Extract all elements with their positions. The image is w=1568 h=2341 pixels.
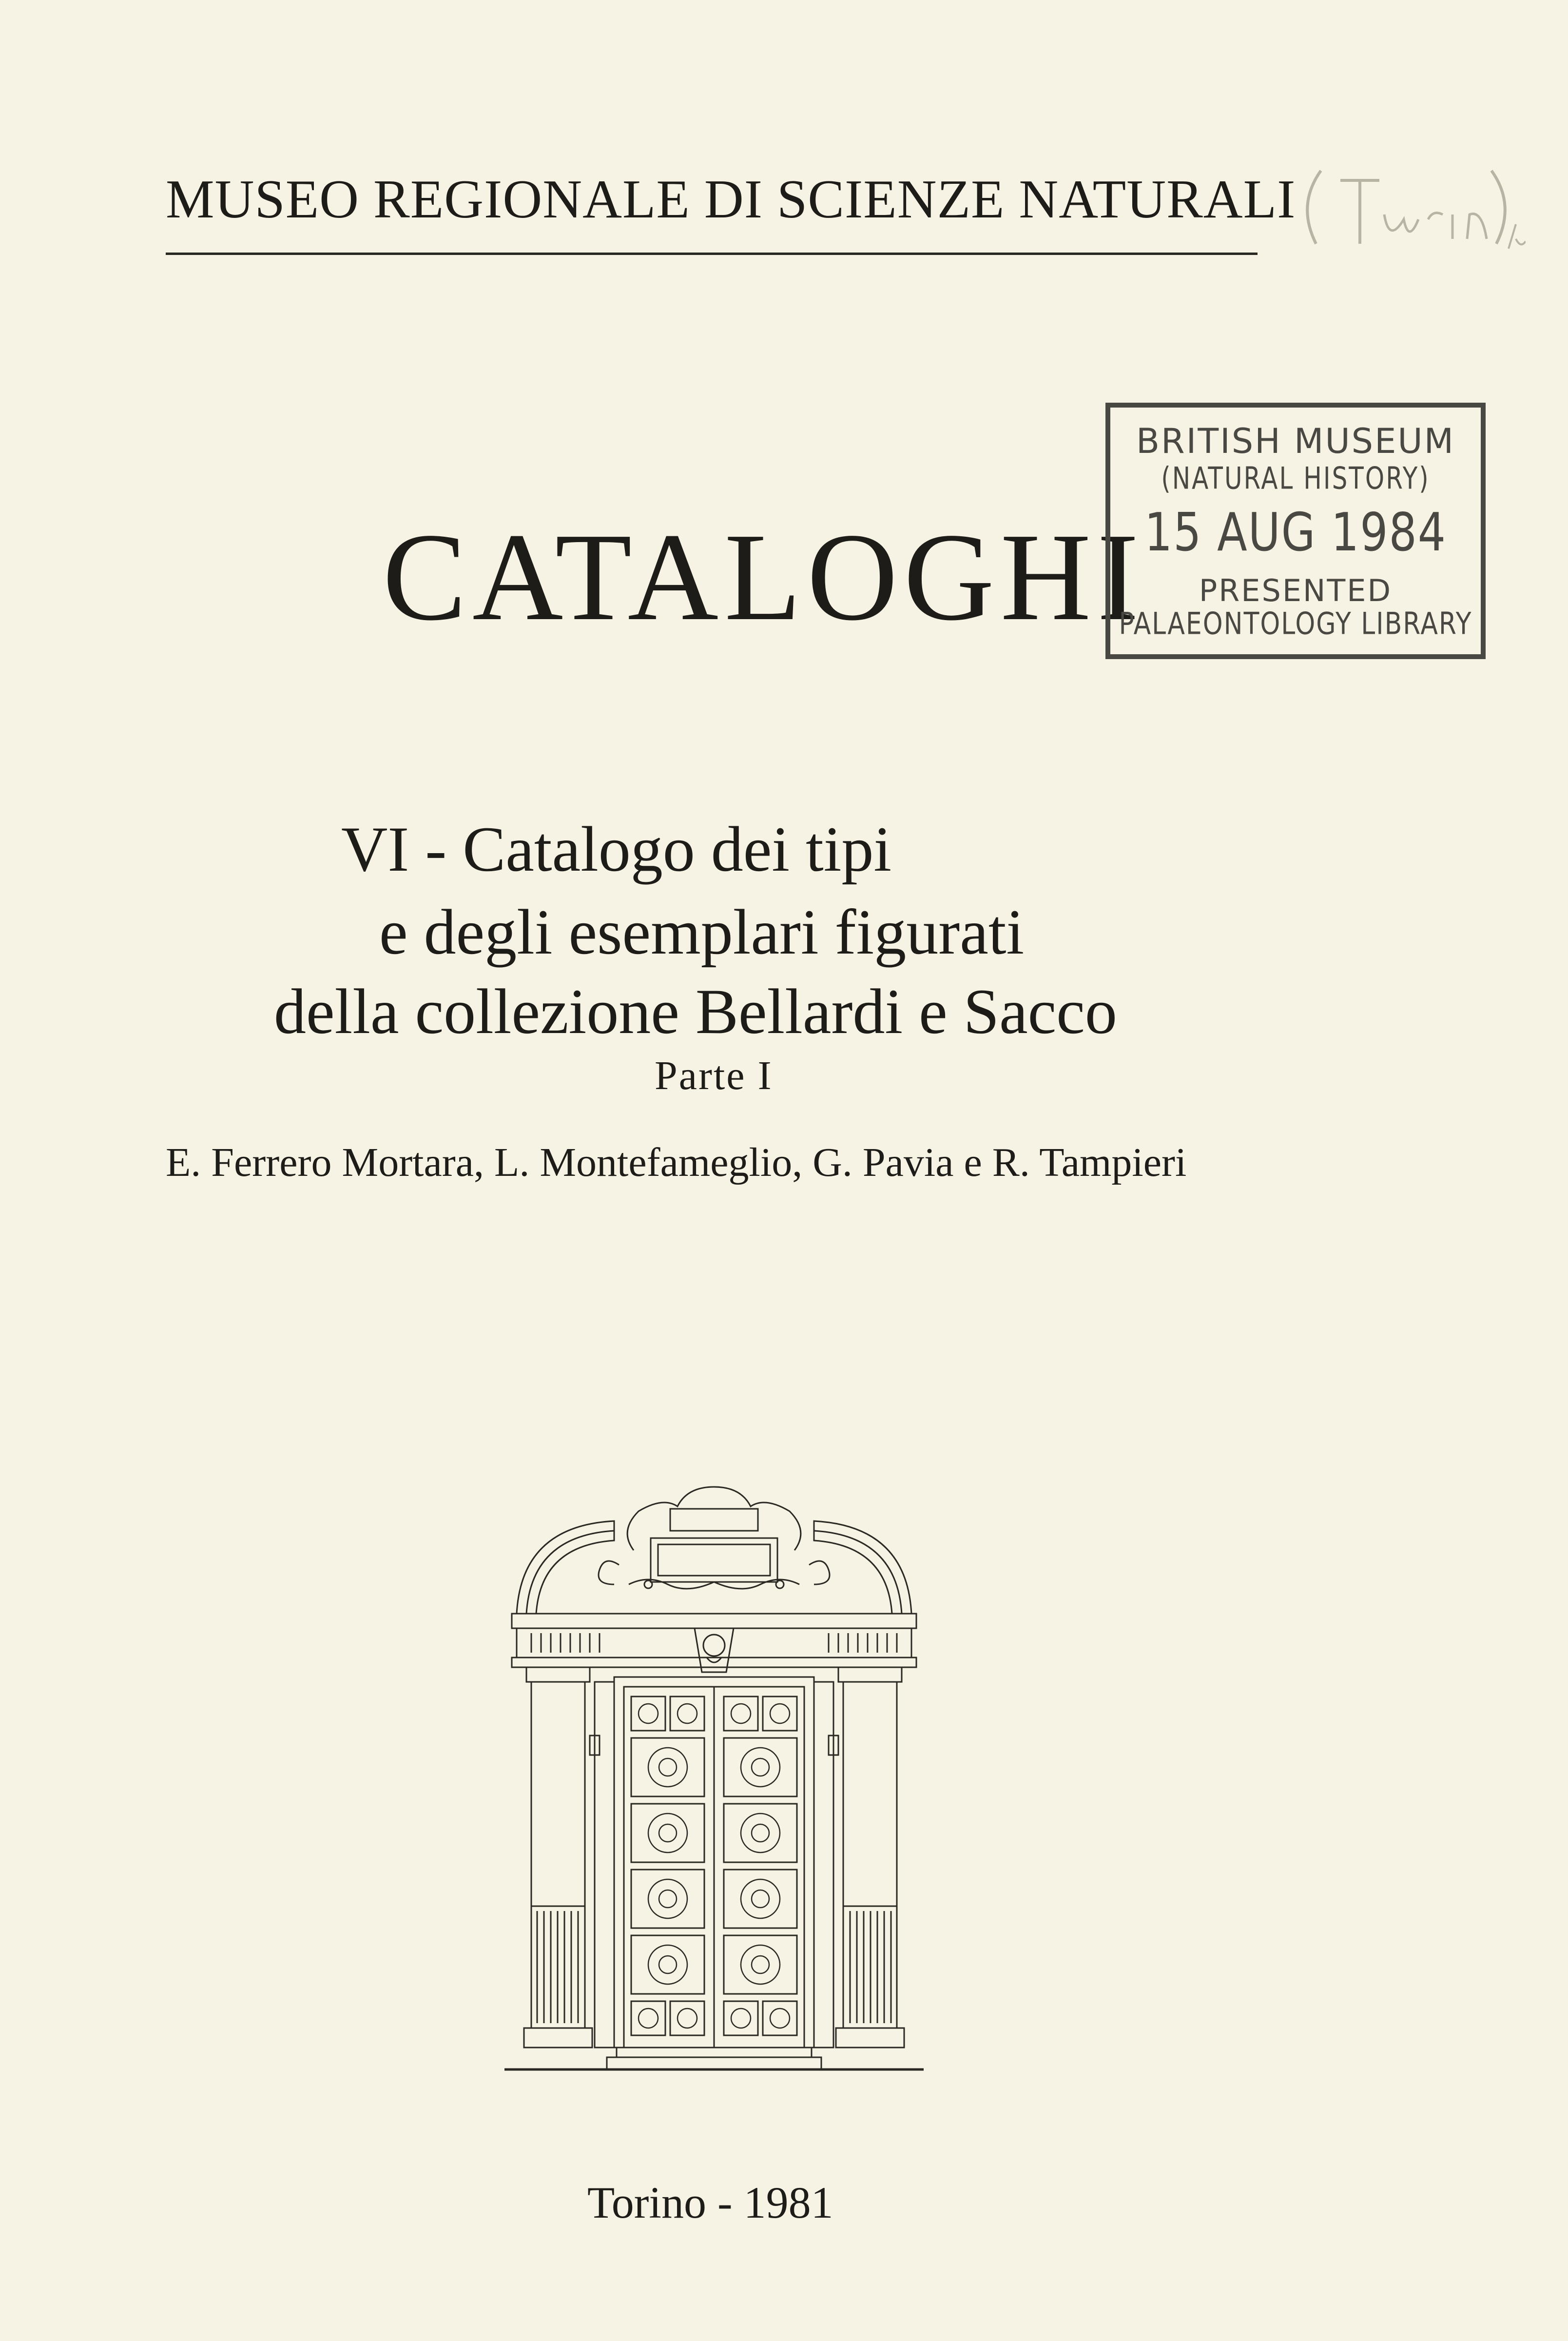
subtitle-line-1: VI - Catalogo dei tipi [341,813,892,885]
institution-header: MUSEO REGIONALE DI SCIENZE NATURALI [166,169,1296,230]
authors-line: E. Ferrero Mortara, L. Montefameglio, G. Pavia e R. Tampieri [166,1140,1187,1185]
imprint-line: Torino - 1981 [587,2178,833,2227]
stamp-date: 15 AUG 1984 [1144,502,1447,564]
ornamental-doorway-icon [502,1482,926,2082]
stamp-line-museum: BRITISH MUSEUM [1136,421,1455,461]
stamp-line-natural-history: (NATURAL HISTORY) [1161,460,1430,496]
handwritten-annotation [1287,146,1526,254]
part-label: Parte I [655,1053,773,1098]
header-rule [166,253,1258,255]
subtitle-line-2: e degli esemplari figurati [379,896,1025,968]
stamp-line-library: PALAEONTOLOGY LIBRARY [1119,606,1472,642]
page-title: CATALOGHI [383,507,1145,646]
library-stamp [1105,403,1486,659]
subtitle-line-3: della collezione Bellardi e Sacco [274,975,1117,1047]
stamp-line-presented: PRESENTED [1199,573,1393,608]
